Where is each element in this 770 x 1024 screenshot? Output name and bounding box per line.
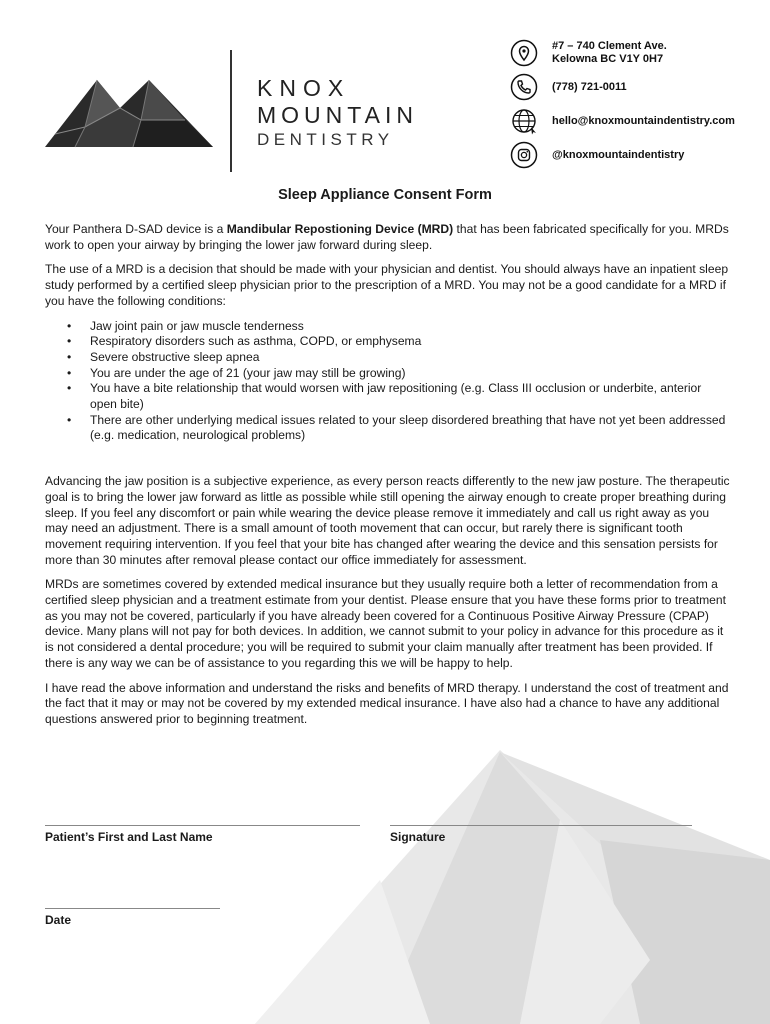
phone-icon bbox=[510, 73, 538, 101]
patient-name-label: Patient’s First and Last Name bbox=[45, 830, 213, 844]
email-row bbox=[510, 104, 770, 138]
paragraph-use-of-mrd: The use of a MRD is a decision that should be made with your physician and dentist. You should always have an inpatient sleep study performed by a certified sleep physician prior to the prescription of a MRD. You may not be a good candidate for a MRD if you have the following conditions: bbox=[45, 262, 729, 308]
date-line[interactable] bbox=[45, 908, 220, 909]
form-body bbox=[45, 222, 730, 737]
intro-paragraph bbox=[45, 222, 730, 253]
intro-text-start: Your Panthera D-SAD device is a bbox=[45, 222, 227, 236]
date-label: Date bbox=[45, 913, 72, 927]
address-line-2: Kelowna BC V1Y 0H7 bbox=[552, 53, 664, 65]
list-item: • Severe obstructive sleep apnea bbox=[90, 350, 730, 366]
patient-name-line[interactable] bbox=[45, 825, 360, 826]
globe-icon bbox=[510, 107, 538, 135]
list-item: • You are under the age of 21 (your jaw may still be growing) bbox=[90, 366, 730, 382]
brand-line-2: MOUNTAIN bbox=[257, 102, 418, 128]
address-row bbox=[510, 36, 770, 70]
signature-line[interactable] bbox=[390, 825, 692, 826]
brand-line-3: DENTISTRY bbox=[257, 130, 394, 149]
location-pin-icon bbox=[510, 39, 538, 67]
intro-bold-term: Mandibular Repostioning Device (MRD) bbox=[226, 222, 454, 236]
patient-name-field[interactable] bbox=[45, 825, 360, 844]
signature-label: Signature bbox=[390, 830, 446, 844]
signature-field[interactable] bbox=[390, 825, 692, 844]
email-address[interactable]: hello@knoxmountaindentistry.com bbox=[552, 114, 735, 127]
intro-text-end: that has been fabricated specifically for you. MRDs work to open your airway by bringing the lower jaw forward during sleep. bbox=[45, 222, 729, 252]
contact-info bbox=[510, 36, 770, 172]
list-item: • You have a bite relationship that would worsen with jaw repositioning (e.g. Class III occlusion or underbite, anterior open bite) bbox=[90, 381, 730, 412]
list-item: • Jaw joint pain or jaw muscle tenderness bbox=[90, 319, 730, 335]
social-row bbox=[510, 138, 770, 172]
conditions-list bbox=[45, 319, 730, 445]
paragraph-acknowledgement: I have read the above information and understand the risks and benefits of MRD therapy. I understand the cost of treatment and the fact that it may or may not be covered by my extended medical insurance. I have also had a chance to have any additional questions answered prior to beginning treatment. bbox=[45, 680, 729, 726]
paragraph-jaw-position: Advancing the jaw position is a subjective experience, as every person reacts differently to the new jaw posture. The therapeutic goal is to bring the lower jaw forward as little as possible while still opening the airway enough to create proper breathing during sleep. If you feel any discomfort or pain while wearing the device please remove it immediately and call us right away as you may need an adjustment. There is a small amount of tooth movement that can occur, but rarely there is significant tooth movement requiring intervention. If you feel that your bite has changed after wearing the device and this sensation persists for more than 30 minutes after removal please contact our office immediately for assessment. bbox=[45, 474, 730, 567]
brand-name bbox=[257, 75, 418, 151]
phone-number[interactable]: (778) 721-0011 bbox=[552, 80, 627, 93]
date-field[interactable] bbox=[45, 908, 220, 927]
form-title: Sleep Appliance Consent Form bbox=[278, 187, 492, 203]
logo-divider bbox=[230, 50, 232, 172]
instagram-icon bbox=[510, 141, 538, 169]
phone-row bbox=[510, 70, 770, 104]
list-item: • Respiratory disorders such as asthma, COPD, or emphysema bbox=[90, 334, 730, 350]
social-handle[interactable]: @knoxmountaindentistry bbox=[552, 148, 685, 161]
knox-mountain-logo bbox=[45, 72, 215, 152]
paragraph-insurance: MRDs are sometimes covered by extended medical insurance but they usually require both a letter of recommendation from a certified sleep physician and a treatment estimate from your dentist. Please ensure that you have these forms prior to treatment as you may not be covered, particularly if you have already been covered for a Continuous Positive Airway Pressure (CPAP) device. Many plans will not pay for both devices. In addition, we cannot submit to your policy in advance for this procedure as it is not considered a dental procedure; you will be required to submit your claim manually after treatment has been provided. If there is any way we can be of assistance to you regarding this we will be happy to help. bbox=[45, 577, 726, 670]
address-line-1: #7 – 740 Clement Ave. bbox=[552, 40, 667, 52]
brand-line-1: KNOX bbox=[257, 75, 351, 101]
list-item: • There are other underlying medical issues related to your sleep disordered breathing that have not yet been addressed (e.g. medication, neurological problems) bbox=[90, 413, 730, 444]
